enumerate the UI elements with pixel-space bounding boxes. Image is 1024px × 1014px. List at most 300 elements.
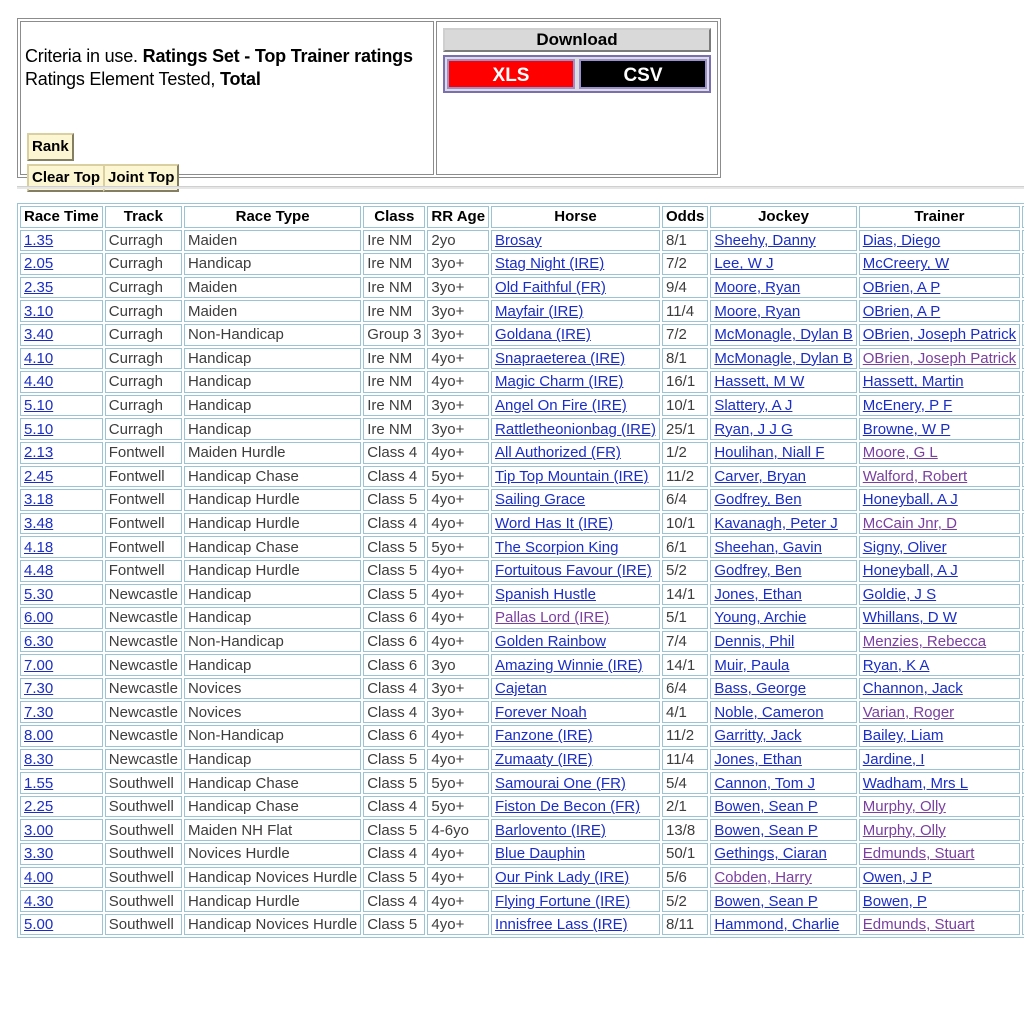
race-time-link[interactable]: 5.10 — [24, 420, 54, 438]
jockey-link[interactable]: Carver, Bryan — [714, 467, 807, 485]
horse-link[interactable]: Amazing Winnie (IRE) — [495, 656, 643, 674]
header-rr-age[interactable]: RR Age — [427, 206, 489, 228]
jockey-cell — [710, 536, 856, 558]
type-cell: Handicap — [184, 607, 361, 629]
jockey-cell — [710, 607, 856, 629]
jockey-link[interactable]: Garritty, Jack — [714, 727, 802, 745]
race-time-link[interactable]: 2.05 — [24, 255, 54, 273]
race-time-link[interactable]: 1.55 — [24, 774, 54, 792]
horse-link[interactable]: Mayfair (IRE) — [495, 302, 584, 320]
horse-cell — [491, 607, 660, 629]
odds-cell: 11/4 — [662, 749, 708, 771]
class-cell: Class 5 — [363, 819, 425, 841]
download-csv-button[interactable]: CSV — [579, 59, 707, 89]
jockey-link[interactable]: Houlihan, Niall F — [714, 444, 825, 462]
horse-cell — [491, 277, 660, 299]
age-cell: 4yo+ — [427, 560, 489, 582]
table-row — [20, 890, 1024, 912]
trainer-cell — [859, 560, 1020, 582]
race-time-link[interactable]: 4.00 — [24, 868, 54, 886]
horse-link[interactable]: Blue Dauphin — [495, 845, 586, 863]
time-cell — [20, 253, 103, 275]
trainer-cell — [859, 867, 1020, 889]
header-class[interactable]: Class — [363, 206, 425, 228]
track-cell: Newcastle — [105, 701, 182, 723]
trainer-link[interactable]: McEnery, P F — [862, 397, 953, 415]
time-cell — [20, 489, 103, 511]
jockey-link[interactable]: Sheehy, Danny — [714, 231, 816, 249]
jockey-cell — [710, 843, 856, 865]
horse-link[interactable]: Word Has It (IRE) — [495, 515, 614, 533]
race-time-link[interactable]: 7.30 — [24, 680, 54, 698]
age-cell: 5yo+ — [427, 796, 489, 818]
jockey-link[interactable]: McMonagle, Dylan B — [714, 349, 853, 367]
jockey-cell — [710, 631, 856, 653]
horse-link[interactable]: Flying Fortune (IRE) — [495, 892, 631, 910]
time-cell — [20, 701, 103, 723]
trainer-cell — [859, 843, 1020, 865]
odds-cell: 8/1 — [662, 348, 708, 370]
jockey-cell — [710, 348, 856, 370]
age-cell: 5yo+ — [427, 772, 489, 794]
jockey-cell — [710, 819, 856, 841]
jockey-link[interactable]: Lee, W J — [714, 255, 774, 273]
rank-button[interactable]: Rank — [27, 133, 74, 161]
type-cell: Handicap Chase — [184, 536, 361, 558]
track-cell: Fontwell — [105, 513, 182, 535]
age-cell: 5yo+ — [427, 536, 489, 558]
jockey-link[interactable]: Bowen, Sean P — [714, 821, 818, 839]
track-cell: Curragh — [105, 418, 182, 440]
horse-cell — [491, 348, 660, 370]
age-cell: 3yo+ — [427, 678, 489, 700]
jockey-link[interactable]: Bowen, Sean P — [714, 798, 818, 816]
time-cell — [20, 513, 103, 535]
type-cell: Novices — [184, 701, 361, 723]
jockey-link[interactable]: Muir, Paula — [714, 656, 790, 674]
jockey-link[interactable]: Gethings, Ciaran — [714, 845, 827, 863]
trainer-link[interactable]: Murphy, Olly — [862, 821, 946, 839]
trainer-link[interactable]: Edmunds, Stuart — [862, 845, 975, 863]
jockey-link[interactable]: Moore, Ryan — [714, 279, 801, 297]
jockey-link[interactable]: Dennis, Phil — [714, 632, 795, 650]
odds-cell: 5/6 — [662, 867, 708, 889]
trainer-link[interactable]: Signy, Oliver — [862, 538, 947, 556]
time-cell — [20, 230, 103, 252]
download-xls-button[interactable]: XLS — [447, 59, 575, 89]
trainer-link[interactable]: OBrien, Joseph Patrick — [862, 349, 1017, 367]
races-table-wrap — [17, 203, 1024, 938]
jockey-link[interactable]: Slattery, A J — [714, 397, 793, 415]
trainer-link[interactable]: Ryan, K A — [862, 656, 930, 674]
race-time-link[interactable]: 3.30 — [24, 845, 54, 863]
race-time-link[interactable]: 3.48 — [24, 515, 54, 533]
class-cell: Ire NM — [363, 418, 425, 440]
class-cell: Class 5 — [363, 584, 425, 606]
race-time-link[interactable]: 4.40 — [24, 373, 54, 391]
age-cell: 4yo+ — [427, 348, 489, 370]
type-cell: Handicap — [184, 371, 361, 393]
criteria-value: Ratings Set - Top Trainer ratings — [142, 46, 413, 66]
class-cell: Class 6 — [363, 631, 425, 653]
type-cell: Maiden Hurdle — [184, 442, 361, 464]
trainer-link[interactable]: Bailey, Liam — [862, 727, 944, 745]
trainer-link[interactable]: Honeyball, A J — [862, 491, 958, 509]
jockey-cell — [710, 442, 856, 464]
race-time-link[interactable]: 4.18 — [24, 538, 54, 556]
horse-cell — [491, 867, 660, 889]
race-time-link[interactable]: 4.10 — [24, 349, 54, 367]
time-cell — [20, 395, 103, 417]
header-jockey[interactable]: Jockey — [710, 206, 856, 228]
horse-link[interactable]: Angel On Fire (IRE) — [495, 397, 627, 415]
jockey-cell — [710, 324, 856, 346]
jockey-cell — [710, 395, 856, 417]
table-row — [20, 749, 1024, 771]
age-cell: 4yo+ — [427, 442, 489, 464]
race-time-link[interactable]: 4.48 — [24, 562, 54, 580]
criteria-panel — [17, 18, 721, 186]
class-cell: Class 4 — [363, 442, 425, 464]
track-cell: Southwell — [105, 914, 182, 936]
track-cell: Fontwell — [105, 489, 182, 511]
jockey-link[interactable]: Moore, Ryan — [714, 302, 801, 320]
odds-cell: 5/1 — [662, 607, 708, 629]
table-row — [20, 914, 1024, 936]
trainer-cell — [859, 348, 1020, 370]
table-row — [20, 631, 1024, 653]
jockey-cell — [710, 678, 856, 700]
horse-link[interactable]: Our Pink Lady (IRE) — [495, 868, 630, 886]
type-cell: Handicap Hurdle — [184, 560, 361, 582]
age-cell: 4yo+ — [427, 489, 489, 511]
trainer-cell — [859, 631, 1020, 653]
horse-link[interactable]: Brosay — [495, 231, 542, 249]
race-time-link[interactable]: 2.35 — [24, 279, 54, 297]
table-row — [20, 701, 1024, 723]
time-cell — [20, 607, 103, 629]
age-cell: 4yo+ — [427, 584, 489, 606]
header-trainer[interactable]: Trainer — [859, 206, 1020, 228]
time-cell — [20, 654, 103, 676]
trainer-link[interactable]: OBrien, A P — [862, 302, 941, 320]
table-row — [20, 654, 1024, 676]
type-cell: Non-Handicap — [184, 324, 361, 346]
jockey-link[interactable]: Noble, Cameron — [714, 703, 824, 721]
horse-link[interactable]: Fortuitous Favour (IRE) — [495, 562, 652, 580]
download-title: Download — [443, 28, 711, 52]
horse-link[interactable]: Cajetan — [495, 680, 547, 698]
jockey-link[interactable]: McMonagle, Dylan B — [714, 326, 853, 344]
table-row — [20, 395, 1024, 417]
odds-cell: 2/1 — [662, 796, 708, 818]
table-row — [20, 418, 1024, 440]
race-time-link[interactable]: 8.30 — [24, 750, 54, 768]
horse-cell — [491, 560, 660, 582]
horse-cell — [491, 324, 660, 346]
race-time-link[interactable]: 5.00 — [24, 916, 54, 934]
table-row — [20, 560, 1024, 582]
type-cell: Handicap — [184, 253, 361, 275]
jockey-link[interactable]: Godfrey, Ben — [714, 562, 802, 580]
jockey-cell — [710, 914, 856, 936]
jockey-link[interactable]: Hassett, M W — [714, 373, 805, 391]
trainer-cell — [859, 442, 1020, 464]
jockey-cell — [710, 418, 856, 440]
jockey-link[interactable]: Young, Archie — [714, 609, 807, 627]
trainer-link[interactable]: Jardine, I — [862, 750, 925, 768]
track-cell: Curragh — [105, 395, 182, 417]
race-time-link[interactable]: 6.30 — [24, 632, 54, 650]
horse-link[interactable]: Rattletheonionbag (IRE) — [495, 420, 656, 438]
type-cell: Maiden — [184, 277, 361, 299]
trainer-link[interactable]: Channon, Jack — [862, 680, 963, 698]
type-cell: Novices Hurdle — [184, 843, 361, 865]
horse-link[interactable]: Zumaaty (IRE) — [495, 750, 593, 768]
type-cell: Maiden NH Flat — [184, 819, 361, 841]
horse-cell — [491, 536, 660, 558]
class-cell: Class 6 — [363, 725, 425, 747]
trainer-cell — [859, 772, 1020, 794]
race-time-link[interactable]: 7.00 — [24, 656, 54, 674]
jockey-link[interactable]: Jones, Ethan — [714, 585, 802, 603]
jockey-link[interactable]: Jones, Ethan — [714, 750, 802, 768]
table-row — [20, 513, 1024, 535]
trainer-link[interactable]: McCreery, W — [862, 255, 950, 273]
class-cell: Class 5 — [363, 867, 425, 889]
trainer-cell — [859, 914, 1020, 936]
trainer-link[interactable]: OBrien, A P — [862, 279, 941, 297]
age-cell: 4yo+ — [427, 725, 489, 747]
jockey-link[interactable]: Cobden, Harry — [714, 868, 812, 886]
trainer-link[interactable]: Goldie, J S — [862, 585, 937, 603]
horse-link[interactable]: Fiston De Becon (FR) — [495, 798, 641, 816]
time-cell — [20, 749, 103, 771]
horse-cell — [491, 796, 660, 818]
table-row — [20, 772, 1024, 794]
track-cell: Southwell — [105, 796, 182, 818]
horse-cell — [491, 725, 660, 747]
jockey-link[interactable]: Ryan, J J G — [714, 420, 793, 438]
odds-cell: 10/1 — [662, 395, 708, 417]
trainer-link[interactable]: Whillans, D W — [862, 609, 957, 627]
jockey-cell — [710, 584, 856, 606]
table-row — [20, 230, 1024, 252]
jockey-link[interactable]: Kavanagh, Peter J — [714, 515, 838, 533]
race-time-link[interactable]: 2.25 — [24, 798, 54, 816]
time-cell — [20, 584, 103, 606]
race-time-link[interactable]: 5.30 — [24, 585, 54, 603]
horse-link[interactable]: Forever Noah — [495, 703, 587, 721]
trainer-link[interactable]: Menzies, Rebecca — [862, 632, 987, 650]
table-row — [20, 867, 1024, 889]
odds-cell: 5/2 — [662, 560, 708, 582]
time-cell — [20, 843, 103, 865]
trainer-cell — [859, 796, 1020, 818]
horse-link[interactable]: Pallas Lord (IRE) — [495, 609, 610, 627]
horse-link[interactable]: All Authorized (FR) — [495, 444, 621, 462]
horse-cell — [491, 300, 660, 322]
type-cell: Maiden — [184, 230, 361, 252]
odds-cell: 6/4 — [662, 489, 708, 511]
race-time-link[interactable]: 2.45 — [24, 467, 54, 485]
jockey-link[interactable]: Hammond, Charlie — [714, 916, 840, 934]
race-time-link[interactable]: 7.30 — [24, 703, 54, 721]
class-cell: Class 4 — [363, 701, 425, 723]
odds-cell: 6/1 — [662, 536, 708, 558]
criteria-element-tested — [25, 69, 261, 90]
trainer-link[interactable]: McCain Jnr, D — [862, 515, 957, 533]
race-time-link[interactable]: 4.30 — [24, 892, 54, 910]
trainer-link[interactable]: Murphy, Olly — [862, 798, 946, 816]
jockey-link[interactable]: Cannon, Tom J — [714, 774, 815, 792]
header-horse[interactable]: Horse — [491, 206, 660, 228]
horse-link[interactable]: Old Faithful (FR) — [495, 279, 606, 297]
jockey-link[interactable]: Godfrey, Ben — [714, 491, 802, 509]
trainer-link[interactable]: Honeyball, A J — [862, 562, 958, 580]
horse-link[interactable]: Innisfree Lass (IRE) — [495, 916, 628, 934]
horse-link[interactable]: Barlovento (IRE) — [495, 821, 606, 839]
jockey-link[interactable]: Sheehan, Gavin — [714, 538, 822, 556]
header-race-time[interactable]: Race Time — [20, 206, 103, 228]
jockey-link[interactable]: Bowen, Sean P — [714, 892, 818, 910]
class-cell: Class 4 — [363, 466, 425, 488]
table-row — [20, 348, 1024, 370]
horse-link[interactable]: Spanish Hustle — [495, 585, 596, 603]
age-cell: 3yo+ — [427, 324, 489, 346]
race-time-link[interactable]: 6.00 — [24, 609, 54, 627]
race-time-link[interactable]: 3.18 — [24, 491, 54, 509]
odds-cell: 11/2 — [662, 725, 708, 747]
jockey-link[interactable]: Bass, George — [714, 680, 807, 698]
type-cell: Handicap — [184, 584, 361, 606]
trainer-link[interactable]: Dias, Diego — [862, 231, 941, 249]
class-cell: Class 6 — [363, 607, 425, 629]
trainer-link[interactable]: Varian, Roger — [862, 703, 955, 721]
trainer-link[interactable]: Bowen, P — [862, 892, 927, 910]
trainer-cell — [859, 749, 1020, 771]
horse-link[interactable]: Stag Night (IRE) — [495, 255, 605, 273]
track-cell: Southwell — [105, 772, 182, 794]
time-cell — [20, 348, 103, 370]
trainer-link[interactable]: Owen, J P — [862, 868, 932, 886]
odds-cell: 8/1 — [662, 230, 708, 252]
trainer-link[interactable]: Hassett, Martin — [862, 373, 964, 391]
track-cell: Newcastle — [105, 725, 182, 747]
class-cell: Class 4 — [363, 678, 425, 700]
horse-cell — [491, 701, 660, 723]
table-row — [20, 277, 1024, 299]
race-time-link[interactable]: 3.10 — [24, 302, 54, 320]
joint-top-button[interactable]: Joint Top — [103, 164, 179, 192]
odds-cell: 5/4 — [662, 772, 708, 794]
trainer-cell — [859, 513, 1020, 535]
time-cell — [20, 560, 103, 582]
horse-cell — [491, 489, 660, 511]
horse-link[interactable]: Goldana (IRE) — [495, 326, 591, 344]
trainer-cell — [859, 466, 1020, 488]
time-cell — [20, 796, 103, 818]
horse-link[interactable]: Sailing Grace — [495, 491, 586, 509]
age-cell: 4yo+ — [427, 867, 489, 889]
jockey-cell — [710, 230, 856, 252]
download-cell — [436, 21, 718, 175]
horse-cell — [491, 395, 660, 417]
class-cell: Class 5 — [363, 536, 425, 558]
horse-link[interactable]: Magic Charm (IRE) — [495, 373, 624, 391]
race-time-link[interactable]: 1.35 — [24, 231, 54, 249]
table-row — [20, 678, 1024, 700]
jockey-cell — [710, 371, 856, 393]
race-time-link[interactable]: 3.00 — [24, 821, 54, 839]
horse-link[interactable]: The Scorpion King — [495, 538, 619, 556]
header-race-type[interactable]: Race Type — [184, 206, 361, 228]
race-time-link[interactable]: 5.10 — [24, 397, 54, 415]
time-cell — [20, 418, 103, 440]
age-cell: 3yo+ — [427, 253, 489, 275]
trainer-link[interactable]: OBrien, Joseph Patrick — [862, 326, 1017, 344]
odds-cell: 11/4 — [662, 300, 708, 322]
class-cell: Ire NM — [363, 253, 425, 275]
horse-link[interactable]: Tip Top Mountain (IRE) — [495, 467, 649, 485]
class-cell: Class 4 — [363, 513, 425, 535]
horse-link[interactable]: Fanzone (IRE) — [495, 727, 593, 745]
table-body — [20, 230, 1024, 936]
horse-cell — [491, 466, 660, 488]
track-cell: Fontwell — [105, 466, 182, 488]
header-odds[interactable]: Odds — [662, 206, 708, 228]
race-time-link[interactable]: 8.00 — [24, 727, 54, 745]
odds-cell: 16/1 — [662, 371, 708, 393]
header-track[interactable]: Track — [105, 206, 182, 228]
time-cell — [20, 466, 103, 488]
time-cell — [20, 277, 103, 299]
trainer-link[interactable]: Browne, W P — [862, 420, 951, 438]
track-cell: Newcastle — [105, 654, 182, 676]
trainer-link[interactable]: Edmunds, Stuart — [862, 916, 975, 934]
type-cell: Handicap — [184, 654, 361, 676]
odds-cell: 1/2 — [662, 442, 708, 464]
trainer-link[interactable]: Wadham, Mrs L — [862, 774, 969, 792]
trainer-link[interactable]: Walford, Robert — [862, 467, 968, 485]
race-time-link[interactable]: 3.40 — [24, 326, 54, 344]
race-time-link[interactable]: 2.13 — [24, 444, 54, 462]
horse-cell — [491, 513, 660, 535]
track-cell: Curragh — [105, 348, 182, 370]
age-cell: 4yo+ — [427, 749, 489, 771]
horse-link[interactable]: Samourai One (FR) — [495, 774, 626, 792]
trainer-cell — [859, 230, 1020, 252]
horse-link[interactable]: Snapraeterea (IRE) — [495, 349, 626, 367]
horse-link[interactable]: Golden Rainbow — [495, 632, 606, 650]
trainer-cell — [859, 395, 1020, 417]
clear-top-button[interactable]: Clear Top — [27, 164, 105, 192]
class-cell: Ire NM — [363, 230, 425, 252]
odds-cell: 14/1 — [662, 654, 708, 676]
trainer-cell — [859, 536, 1020, 558]
type-cell: Handicap — [184, 749, 361, 771]
track-cell: Curragh — [105, 253, 182, 275]
trainer-link[interactable]: Moore, G L — [862, 444, 938, 462]
criteria-ratings-set — [25, 46, 413, 67]
jockey-cell — [710, 867, 856, 889]
horse-cell — [491, 442, 660, 464]
type-cell: Handicap Hurdle — [184, 890, 361, 912]
jockey-cell — [710, 513, 856, 535]
time-cell — [20, 914, 103, 936]
class-cell: Class 5 — [363, 749, 425, 771]
type-cell: Handicap Novices Hurdle — [184, 867, 361, 889]
